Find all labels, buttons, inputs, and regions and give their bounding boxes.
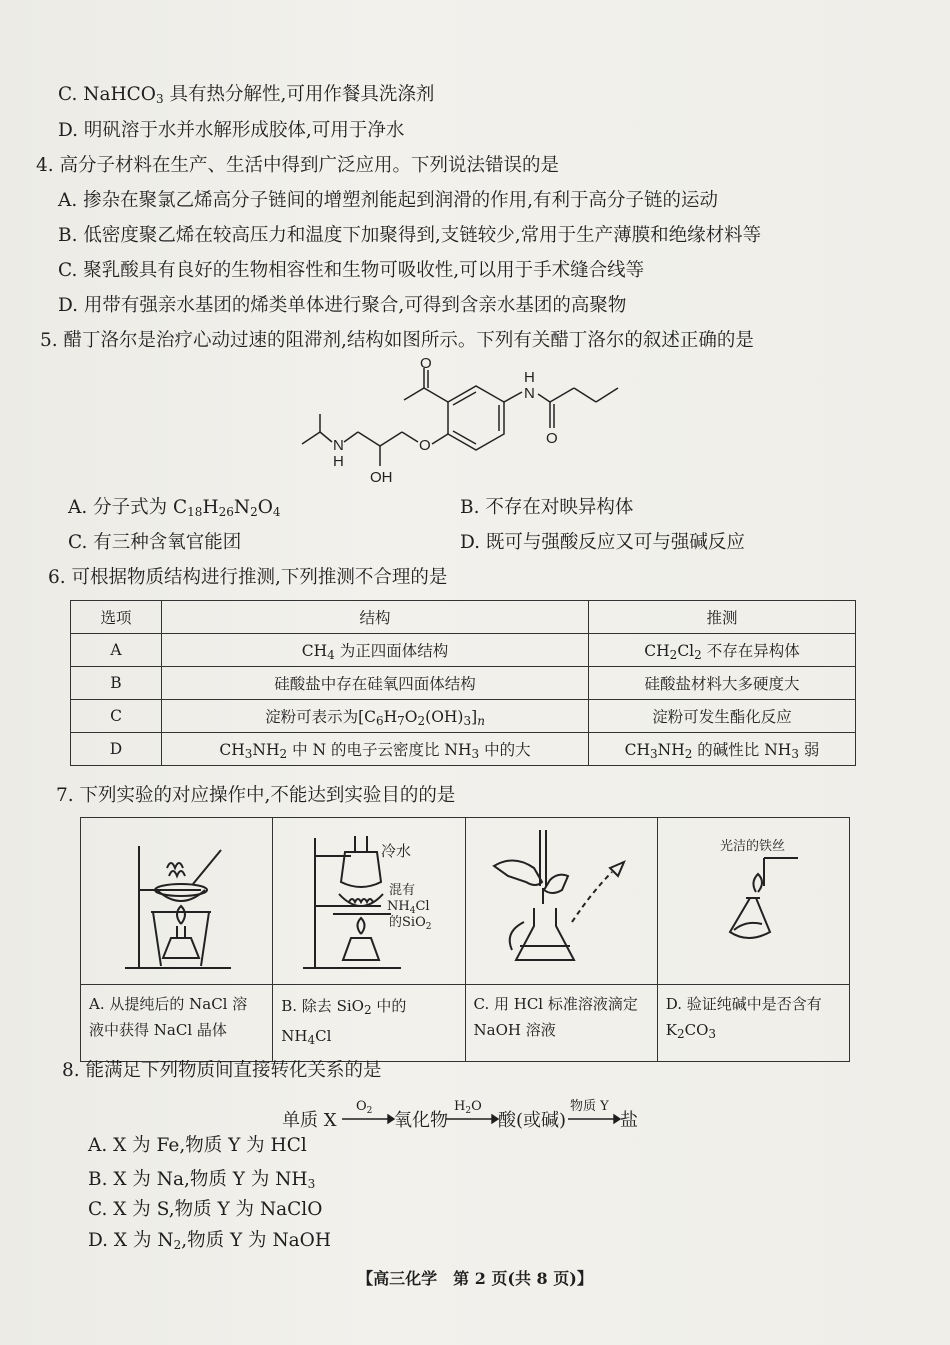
table-row: [71, 733, 856, 766]
titration-apparatus-icon: [484, 826, 644, 976]
row-structure: $CH_4$ 为正四面体结构: [162, 634, 589, 667]
q5-option-b: B. 不存在对映异构体: [460, 497, 634, 518]
q5-stem: 5. 醋丁洛尔是治疗心动过速的阻滞剂,结构如图所示。下列有关醋丁洛尔的叙述正确的是: [40, 330, 754, 351]
q8-stem: 8. 能满足下列物质间直接转化关系的是: [62, 1060, 382, 1081]
q7-stem: 7. 下列实验的对应操作中,不能达到实验目的的是: [56, 785, 456, 806]
acid-or-base-label: 酸(或碱): [498, 1110, 567, 1131]
apparatus-c: [465, 818, 657, 985]
amide-hydrogen-label: H: [524, 369, 535, 386]
q4-option-d: D. 用带有强亲水基团的烯类单体进行聚合,可得到含亲水基团的高聚物: [58, 295, 627, 316]
q4-option-b: B. 低密度聚乙烯在较高压力和温度下加聚得到,支链较少,常用于生产薄膜和绝缘材料等: [58, 225, 762, 246]
q3-option-d: D. 明矾溶于水并水解形成胶体,可用于净水: [58, 120, 405, 141]
row-structure: 淀粉可表示为$[C_6H_7O_2(OH)_3]_n$: [162, 700, 589, 733]
row-option: D: [71, 733, 162, 766]
q6-stem: 6. 可根据物质结构进行推测,下列推测不合理的是: [48, 567, 448, 588]
page-footer: 【高三化学 第 2 页(共 8 页)】: [357, 1269, 593, 1288]
q5-option-c: C. 有三种含氧官能团: [68, 532, 242, 553]
q8-option-d: D. X 为 $N_2$,物质 Y 为 NaOH: [88, 1230, 331, 1252]
amine-nitrogen-label: N: [333, 437, 344, 454]
cold-water-label: 冷水: [381, 842, 412, 860]
table-row: [71, 634, 856, 667]
apparatus-b: [273, 818, 465, 985]
header-inference: 推测: [589, 601, 856, 634]
q5-option-a: A. 分子式为 $C_{18}H_{26}N_2O_4$: [68, 497, 281, 519]
row-option: A: [71, 634, 162, 667]
flame-test-apparatus-icon: [698, 836, 828, 956]
row-inference: $CH_3NH_2$ 的碱性比 $NH_3$ 弱: [589, 733, 856, 766]
table-header-row: [71, 601, 856, 634]
q3-option-c: C. NaHCO$_3$ 具有热分解性,可用作餐具洗涤剂: [58, 84, 435, 106]
oxide-label: 氧化物: [394, 1110, 448, 1131]
element-x-label: 单质 X: [282, 1110, 337, 1131]
arrow3-label: 物质 Y: [570, 1099, 609, 1114]
acebutolol-structure: [300, 358, 630, 490]
header-structure: 结构: [162, 601, 589, 634]
q8-option-a: A. X 为 Fe,物质 Y 为 HCl: [88, 1135, 307, 1156]
caption-c: C. 用 HCl 标准溶液滴定 NaOH 溶液: [465, 985, 657, 1062]
q8-option-b: B. X 为 Na,物质 Y 为 $NH_3$: [88, 1169, 316, 1191]
salt-label: 盐: [620, 1110, 638, 1131]
ether-oxygen-label: O: [419, 437, 431, 454]
row-option: B: [71, 667, 162, 700]
amide-nitrogen-label: N: [524, 385, 535, 402]
arrow2-label: $H_2O$: [454, 1099, 482, 1116]
mixture-label-2: $NH_4Cl$: [387, 899, 430, 916]
row-inference: 淀粉可发生酯化反应: [589, 700, 856, 733]
evaporation-apparatus-icon: [121, 828, 241, 976]
q4-stem: 4. 高分子材料在生产、生活中得到广泛应用。下列说法错误的是: [36, 155, 560, 176]
table-row: [71, 700, 856, 733]
arrow1-label: $O_2$: [356, 1099, 373, 1116]
header-option: 选项: [71, 601, 162, 634]
caption-b: B. 除去 SiO$_2$ 中的 $NH_4Cl$: [273, 985, 465, 1062]
amide-oxygen-label: O: [546, 430, 558, 447]
q5-option-d: D. 既可与强酸反应又可与强碱反应: [460, 532, 745, 553]
conversion-scheme: [282, 1092, 662, 1136]
q7-table: [80, 817, 850, 1062]
row-option: C: [71, 700, 162, 733]
q6-table: [70, 600, 856, 766]
caption-a: A. 从提纯后的 NaCl 溶 液中获得 NaCl 晶体: [81, 985, 273, 1062]
sublimation-apparatus-icon: [301, 826, 451, 976]
iron-wire-label: 光洁的铁丝: [719, 839, 785, 854]
caption-d: D. 验证纯碱中是否含有 $K_2CO_3$: [657, 985, 849, 1062]
acetyl-oxygen-label: O: [420, 358, 432, 372]
table-row: [71, 667, 856, 700]
row-inference: $CH_2Cl_2$ 不存在异构体: [589, 634, 856, 667]
hydroxyl-label: OH: [370, 469, 393, 486]
q4-option-a: A. 掺杂在聚氯乙烯高分子链间的增塑剂能起到润滑的作用,有利于高分子链的运动: [58, 190, 719, 211]
apparatus-d: [657, 818, 849, 985]
mixture-label-3: 的SiO$_2$: [389, 915, 432, 932]
row-inference: 硅酸盐材料大多硬度大: [589, 667, 856, 700]
row-structure: 硅酸盐中存在硅氧四面体结构: [162, 667, 589, 700]
amine-hydrogen-label: H: [333, 453, 344, 470]
apparatus-a: [81, 818, 273, 985]
q4-option-c: C. 聚乳酸具有良好的生物相容性和生物可吸收性,可以用于手术缝合线等: [58, 260, 645, 281]
mixture-label-1: 混有: [389, 883, 416, 898]
row-structure: $CH_3NH_2$ 中 N 的电子云密度比 $NH_3$ 中的大: [162, 733, 589, 766]
q8-option-c: C. X 为 S,物质 Y 为 NaClO: [88, 1199, 323, 1220]
